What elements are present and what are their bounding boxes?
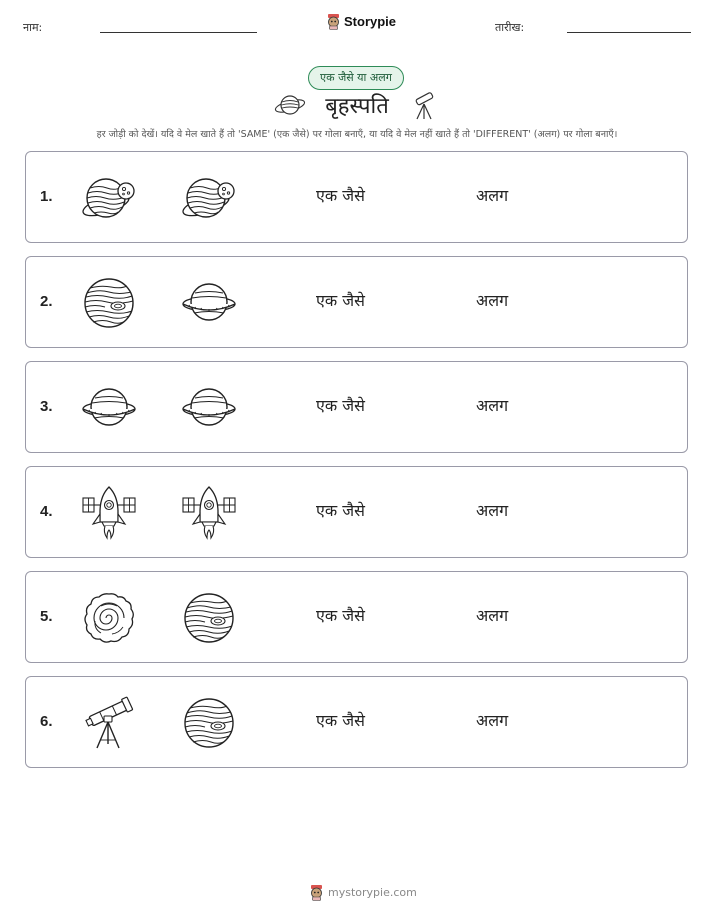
date-line [567,32,691,33]
storm-swirl-icon [81,591,137,645]
footer [309,884,417,901]
same-option[interactable]: एक जैसे [316,501,365,520]
question-row-2 [25,256,688,348]
jupiter-icon [181,591,237,645]
different-option[interactable]: अलग [476,396,509,415]
question-row-5 [25,571,688,663]
ringed-planet-icon [181,381,237,435]
rocket-icon [181,486,237,540]
brand-logo [326,13,396,30]
different-option[interactable]: अलग [476,501,509,520]
question-row-3 [25,361,688,453]
different-option[interactable]: अलग [476,186,509,205]
different-option[interactable]: अलग [476,606,509,625]
page-title: बृहस्पति [325,94,389,119]
name-label: नाम: [23,21,43,34]
different-option[interactable]: अलग [476,291,509,310]
ringed-planet-icon [81,381,137,435]
same-option[interactable]: एक जैसे [316,606,365,625]
bear-mascot-icon [326,13,341,30]
different-option[interactable]: अलग [476,711,509,730]
question-row-4 [25,466,688,558]
question-number: 5. [40,608,53,625]
worksheet-type-badge: एक जैसे या अलग [308,66,404,90]
same-option[interactable]: एक जैसे [316,711,365,730]
jupiter-icon [181,696,237,750]
question-row-6 [25,676,688,768]
same-option[interactable]: एक जैसे [316,396,365,415]
bear-mascot-icon [309,884,324,901]
question-number: 6. [40,713,53,730]
date-label: तारीख: [495,21,525,34]
ringed-planet-icon [181,276,237,330]
question-row-1 [25,151,688,243]
name-line [100,32,257,33]
question-number: 1. [40,188,53,205]
jupiter-moon-icon [81,171,137,225]
footer-url[interactable]: mystorypie.com [328,886,417,899]
jupiter-moon-icon [181,171,237,225]
jupiter-icon [81,276,137,330]
question-number: 4. [40,503,53,520]
same-option[interactable]: एक जैसे [316,291,365,310]
title-row [0,91,714,123]
brand-name: Storypie [344,14,397,29]
question-number: 3. [40,398,53,415]
telescope-icon [81,696,137,750]
rocket-icon [81,486,137,540]
same-option[interactable]: एक जैसे [316,186,365,205]
instructions: हर जोड़ी को देखें। यदि वे मेल खाते हैं तो 'SAME' (एक जैसे) पर गोला बनाएँ, या यदि वे मेल नहीं खाते हैं तो 'DIFFERENT' (अलग) पर गोला बनाएँ। [96,129,618,140]
question-number: 2. [40,293,53,310]
telescope-title-icon [411,91,437,121]
